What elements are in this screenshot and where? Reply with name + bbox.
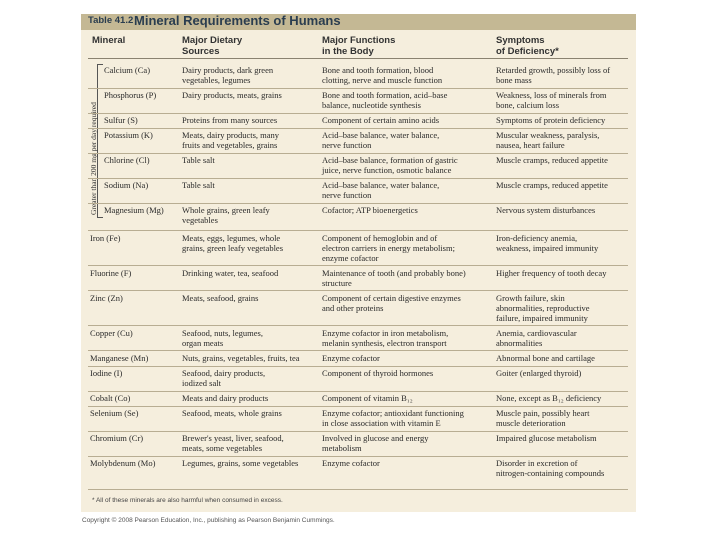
cell-mineral — [90, 328, 133, 338]
cell-line: bone, calcium loss — [496, 100, 560, 110]
cell-line: Anemia, cardiovascular — [496, 328, 577, 338]
cell-mineral — [104, 205, 164, 215]
cell-line: melanin synthesis, electron transport — [322, 338, 447, 348]
cell-mineral — [104, 180, 148, 190]
cell-functions — [322, 90, 447, 110]
cell-functions — [322, 368, 433, 378]
row-divider — [88, 431, 628, 432]
cell-line: weakness, impaired immunity — [496, 243, 599, 253]
cell-line: Whole grains, green leafy — [182, 205, 270, 215]
cell-line: Acid–base balance, formation of gastric — [322, 155, 458, 165]
cell-symptoms — [496, 233, 598, 253]
cell-line: Selenium (Se) — [90, 408, 139, 418]
cell-sources — [182, 115, 277, 125]
cell-symptoms — [496, 328, 577, 348]
cell-line: Component of certain digestive enzymes — [322, 293, 461, 303]
cell-mineral — [90, 368, 122, 378]
cell-mineral — [90, 353, 148, 363]
cell-line: Seafood, dairy products, — [182, 368, 266, 378]
cell-line: Nervous system disturbances — [496, 205, 596, 215]
row-divider — [88, 391, 628, 392]
cell-line: Muscular weakness, paralysis, — [496, 130, 600, 140]
cell-line: Zinc (Zn) — [90, 293, 123, 303]
cell-line: Enzyme cofactor — [322, 458, 380, 468]
cell-line: Cofactor; ATP bioenergetics — [322, 205, 418, 215]
cell-line: Chlorine (Cl) — [104, 155, 150, 165]
header-rule — [88, 58, 628, 59]
cell-symptoms — [496, 205, 595, 215]
cell-sources — [182, 368, 265, 388]
cell-mineral — [90, 293, 123, 303]
cell-line: meats, some vegetables — [182, 443, 263, 453]
cell-line: nausea, heart failure — [496, 140, 565, 150]
row-divider — [88, 178, 628, 179]
cell-line: Legumes, grains, some vegetables — [182, 458, 299, 468]
cell-line: Muscle cramps, reduced appetite — [496, 155, 608, 165]
cell-line: Table salt — [182, 180, 215, 190]
cell-sources — [182, 90, 282, 100]
cell-line: nerve function — [322, 190, 372, 200]
cell-line: Table salt — [182, 155, 215, 165]
row-divider — [88, 113, 628, 114]
cell-line: vegetables — [182, 215, 218, 225]
cell-mineral — [90, 233, 120, 243]
cell-line: Potassium (K) — [104, 130, 153, 140]
row-divider — [88, 230, 628, 231]
header-functions: Major Functions in the Body — [322, 35, 396, 57]
cell-line: Meats, seafood, grains — [182, 293, 259, 303]
cell-line: Manganese (Mn) — [90, 353, 149, 363]
cell-symptoms — [496, 368, 581, 378]
cell-symptoms — [496, 155, 608, 165]
cell-line: Bone and tooth formation, blood — [322, 65, 434, 75]
cell-sources — [182, 180, 215, 190]
cell-line: Growth failure, skin — [496, 293, 565, 303]
cell-line: Chromium (Cr) — [90, 433, 144, 443]
cell-line: Muscle cramps, reduced appetite — [496, 180, 608, 190]
cell-line: Enzyme cofactor — [322, 353, 380, 363]
header-sources: Major Dietary Sources — [182, 35, 243, 57]
cell-line: Higher frequency of tooth decay — [496, 268, 607, 278]
cell-sources — [182, 328, 263, 348]
cell-symptoms — [496, 65, 610, 85]
cell-sources — [182, 293, 258, 303]
cell-symptoms — [496, 180, 608, 190]
cell-functions — [322, 393, 413, 403]
table-number: Table 41.2 — [88, 15, 134, 26]
cell-line: Copper (Cu) — [90, 328, 133, 338]
row-divider — [88, 153, 628, 154]
cell-line: Magnesium (Mg) — [104, 205, 164, 215]
cell-line: muscle deterioration — [496, 418, 566, 428]
cell-line: juice, nerve function, osmotic balance — [322, 165, 452, 175]
cell-symptoms — [496, 393, 601, 403]
cell-line: Disorder in excretion of — [496, 458, 578, 468]
row-divider — [88, 128, 628, 129]
cell-line: nerve function — [322, 140, 372, 150]
cell-mineral — [104, 155, 150, 165]
cell-line: Retarded growth, possibly loss of — [496, 65, 611, 75]
cell-mineral — [104, 130, 153, 140]
cell-mineral — [90, 393, 130, 403]
cell-line: Weakness, loss of minerals from — [496, 90, 607, 100]
cell-line: structure — [322, 278, 352, 288]
row-divider — [88, 350, 628, 351]
cell-functions — [322, 293, 461, 313]
cell-line: in close association with vitamin E — [322, 418, 441, 428]
table-title: Mineral Requirements of Humans — [134, 13, 341, 28]
cell-functions — [322, 180, 439, 200]
cell-line: vegetables, legumes — [182, 75, 251, 85]
cell-line: Abnormal bone and cartilage — [496, 353, 595, 363]
cell-line: Component of certain amino acids — [322, 115, 440, 125]
cell-mineral — [90, 268, 131, 278]
cell-line: failure, impaired immunity — [496, 313, 588, 323]
cell-line: grains, green leafy vegetables — [182, 243, 284, 253]
cell-line: Phosphorus (P) — [104, 90, 157, 100]
row-divider — [88, 290, 628, 291]
cell-symptoms — [496, 458, 604, 478]
cell-symptoms — [496, 268, 606, 278]
cell-line: Sulfur (S) — [104, 115, 138, 125]
cell-sources — [182, 408, 282, 418]
cell-line: Component of thyroid hormones — [322, 368, 434, 378]
cell-line: Iron-deficiency anemia, — [496, 233, 578, 243]
cell-line: electron carriers in energy metabolism; — [322, 243, 455, 253]
copyright-notice: Copyright © 2008 Pearson Education, Inc., publishing as Pearson Benjamin Cummings. — [82, 517, 335, 524]
cell-sources — [182, 65, 273, 85]
cell-line: Involved in glucose and energy — [322, 433, 429, 443]
cell-line: Proteins from many sources — [182, 115, 278, 125]
cell-mineral — [90, 408, 138, 418]
cell-line: bone mass — [496, 75, 532, 85]
cell-line: Symptoms of protein deficiency — [496, 115, 606, 125]
table-footnote: * All of these minerals are also harmful when consumed in excess. — [92, 497, 283, 504]
cell-line: abnormalities — [496, 338, 543, 348]
cell-line: Enzyme cofactor; antioxidant functioning — [322, 408, 464, 418]
cell-sources — [182, 393, 268, 403]
cell-symptoms — [496, 130, 599, 150]
cell-line: Goiter (enlarged thyroid) — [496, 368, 582, 378]
row-divider — [88, 456, 628, 457]
cell-functions — [322, 130, 439, 150]
cell-functions — [322, 205, 418, 215]
cell-line: Cobalt (Co) — [90, 393, 131, 403]
cell-line: Impaired glucose metabolism — [496, 433, 597, 443]
cell-line: abnormalities, reproductive — [496, 303, 590, 313]
cell-sources — [182, 233, 283, 253]
cell-symptoms — [496, 408, 589, 428]
cell-line: None, except as B₁₂ deficiency — [496, 393, 602, 403]
cell-line: Calcium (Ca) — [104, 65, 151, 75]
cell-functions — [322, 115, 439, 125]
row-divider — [88, 265, 628, 266]
cell-line: Seafood, meats, whole grains — [182, 408, 282, 418]
cell-symptoms — [496, 353, 595, 363]
row-divider — [88, 88, 628, 89]
cell-line: Meats, eggs, legumes, whole — [182, 233, 281, 243]
cell-line: fruits and vegetables, grains — [182, 140, 278, 150]
cell-line: Maintenance of tooth (and probably bone) — [322, 268, 466, 278]
cell-functions — [322, 433, 429, 453]
cell-line: Dairy products, meats, grains — [182, 90, 282, 100]
cell-functions — [322, 328, 448, 348]
cell-line: Enzyme cofactor in iron metabolism, — [322, 328, 449, 338]
cell-sources — [182, 268, 278, 278]
cell-functions — [322, 458, 380, 468]
cell-line: Drinking water, tea, seafood — [182, 268, 279, 278]
cell-line: and other proteins — [322, 303, 384, 313]
row-divider — [88, 203, 628, 204]
cell-line: Iron (Fe) — [90, 233, 121, 243]
cell-line: Meats and dairy products — [182, 393, 269, 403]
cell-line: clotting, nerve and muscle function — [322, 75, 443, 85]
cell-line: nitrogen-containing compounds — [496, 468, 605, 478]
cell-mineral — [104, 65, 150, 75]
footer-rule — [88, 489, 628, 490]
cell-line: Iodine (I) — [90, 368, 123, 378]
cell-line: Brewer's yeast, liver, seafood, — [182, 433, 284, 443]
cell-line: balance, nucleotide synthesis — [322, 100, 421, 110]
cell-sources — [182, 458, 298, 468]
cell-line: Dairy products, dark green — [182, 65, 274, 75]
cell-line: Acid–base balance, water balance, — [322, 130, 440, 140]
row-divider — [88, 325, 628, 326]
cell-line: Muscle pain, possibly heart — [496, 408, 590, 418]
cell-sources — [182, 155, 215, 165]
cell-sources — [182, 353, 300, 363]
cell-line: iodized salt — [182, 378, 221, 388]
cell-line: Acid–base balance, water balance, — [322, 180, 440, 190]
cell-symptoms — [496, 293, 589, 323]
cell-sources — [182, 130, 279, 150]
cell-sources — [182, 433, 284, 453]
cell-functions — [322, 155, 458, 175]
cell-line: Seafood, nuts, legumes, — [182, 328, 263, 338]
row-divider — [88, 406, 628, 407]
cell-symptoms — [496, 115, 605, 125]
cell-line: Meats, dairy products, many — [182, 130, 280, 140]
cell-mineral — [90, 458, 155, 468]
cell-symptoms — [496, 90, 607, 110]
cell-functions — [322, 233, 455, 263]
row-divider — [88, 366, 628, 367]
cell-line: Nuts, grains, vegetables, fruits, tea — [182, 353, 300, 363]
cell-functions — [322, 408, 464, 428]
cell-line: organ meats — [182, 338, 224, 348]
cell-line: enzyme cofactor — [322, 253, 379, 263]
cell-line: Sodium (Na) — [104, 180, 149, 190]
header-symptoms: Symptoms of Deficiency* — [496, 35, 559, 57]
header-mineral: Mineral — [92, 35, 126, 46]
cell-line: Component of hemoglobin and of — [322, 233, 438, 243]
cell-line: Fluorine (F) — [90, 268, 132, 278]
cell-line: Bone and tooth formation, acid–base — [322, 90, 448, 100]
cell-line: metabolism — [322, 443, 362, 453]
cell-functions — [322, 268, 466, 288]
cell-line: Component of vitamin B₁₂ — [322, 393, 413, 403]
cell-line: Molybdenum (Mo) — [90, 458, 156, 468]
cell-functions — [322, 65, 442, 85]
cell-mineral — [104, 90, 156, 100]
cell-symptoms — [496, 433, 597, 443]
cell-mineral — [90, 433, 143, 443]
group-side-label: Greater than 200 mg per day required — [89, 102, 98, 215]
cell-functions — [322, 353, 380, 363]
cell-sources — [182, 205, 270, 225]
cell-mineral — [104, 115, 138, 125]
